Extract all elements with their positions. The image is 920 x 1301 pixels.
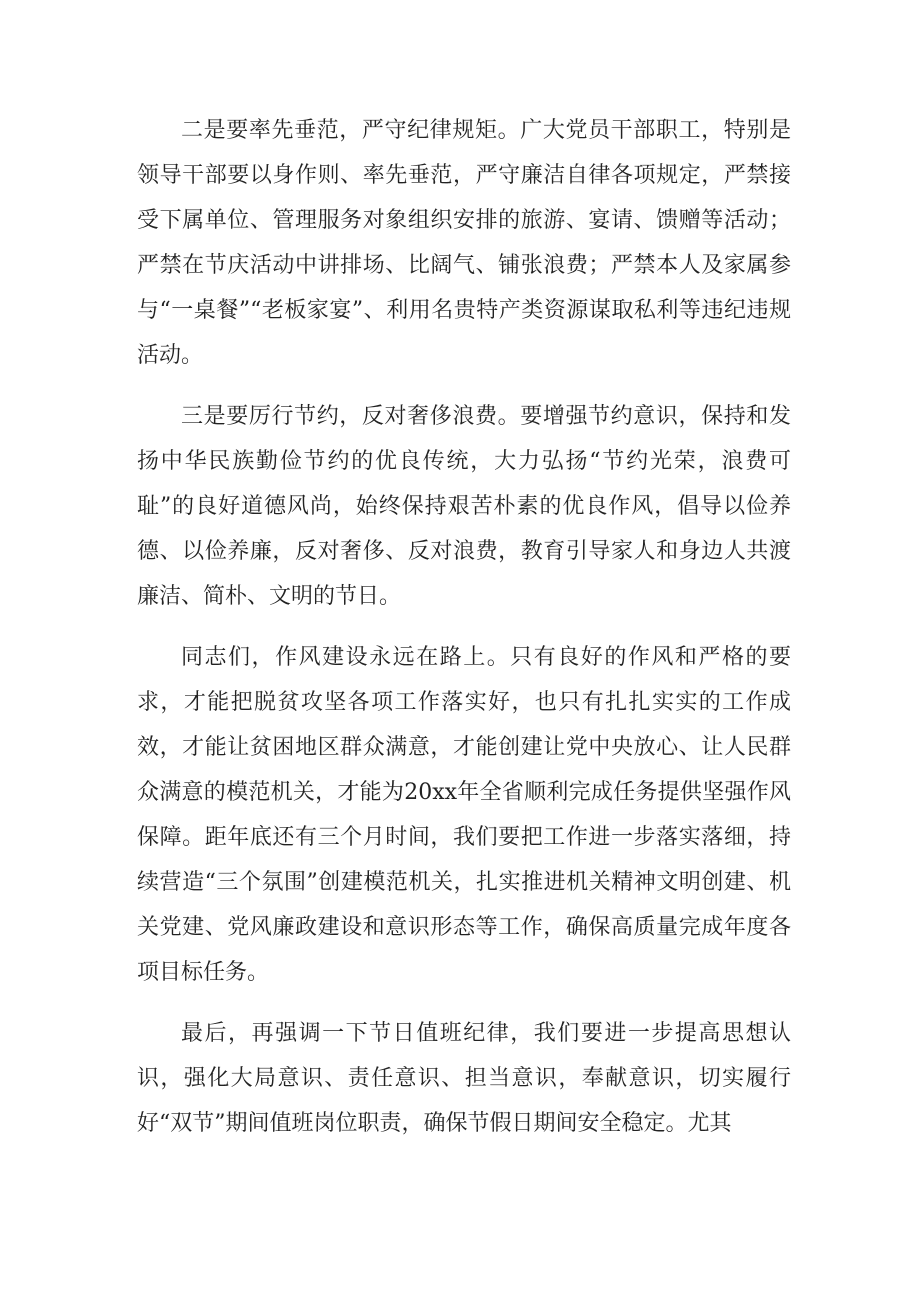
paragraph-frugality: 三是要厉行节约，反对奢侈浪费。要增强节约意识，保持和发扬中华民族勤俭节约的优良传统，大力弘扬“节约光荣，浪费可耻”的良好道德风尚，始终保持艰苦朴素的优良作风，倡导以俭养德、以俭养廉，反对奢侈、反对浪费，教育引导家人和身边人共渡廉洁、简朴、文明的节日。 — [137, 404, 791, 609]
document-body — [137, 108, 791, 1162]
paragraph-duty-discipline: 最后，再强调一下节日值班纪律，我们要进一步提高思想认识，强化大局意识、责任意识、担当意识，奉献意识，切实履行好“双节”期间值班岗位职责，确保节假日期间安全稳定。尤其 — [137, 1021, 791, 1136]
paragraph-work-style: 同志们，作风建设永远在路上。只有良好的作风和严格的要求，才能把脱贫攻坚各项工作落实好，也只有扎扎实实的工作成效，才能让贫困地区群众满意，才能创建让党中央放心、让人民群众满意的模范机关，才能为20xx年全省顺利完成任务提供坚强作风保障。距年底还有三个月时间，我们要把工作进一步落实落细，持续营造“三个氛围”创建模范机关，扎实推进机关精神文明创建、机关党建、党风廉政建设和意识形态等工作，确保高质量完成年度各项目标任务。 — [137, 645, 791, 985]
paragraph-discipline: 二是要率先垂范，严守纪律规矩。广大党员干部职工，特别是领导干部要以身作则、率先垂范，严守廉洁自律各项规定，严禁接受下属单位、管理服务对象组织安排的旅游、宴请、馈赠等活动；严禁在节庆活动中讲排场、比阔气、铺张浪费；严禁本人及家属参与“一桌餐”“老板家宴”、利用名贵特产类资源谋取私利等违纪违规活动。 — [137, 118, 791, 368]
